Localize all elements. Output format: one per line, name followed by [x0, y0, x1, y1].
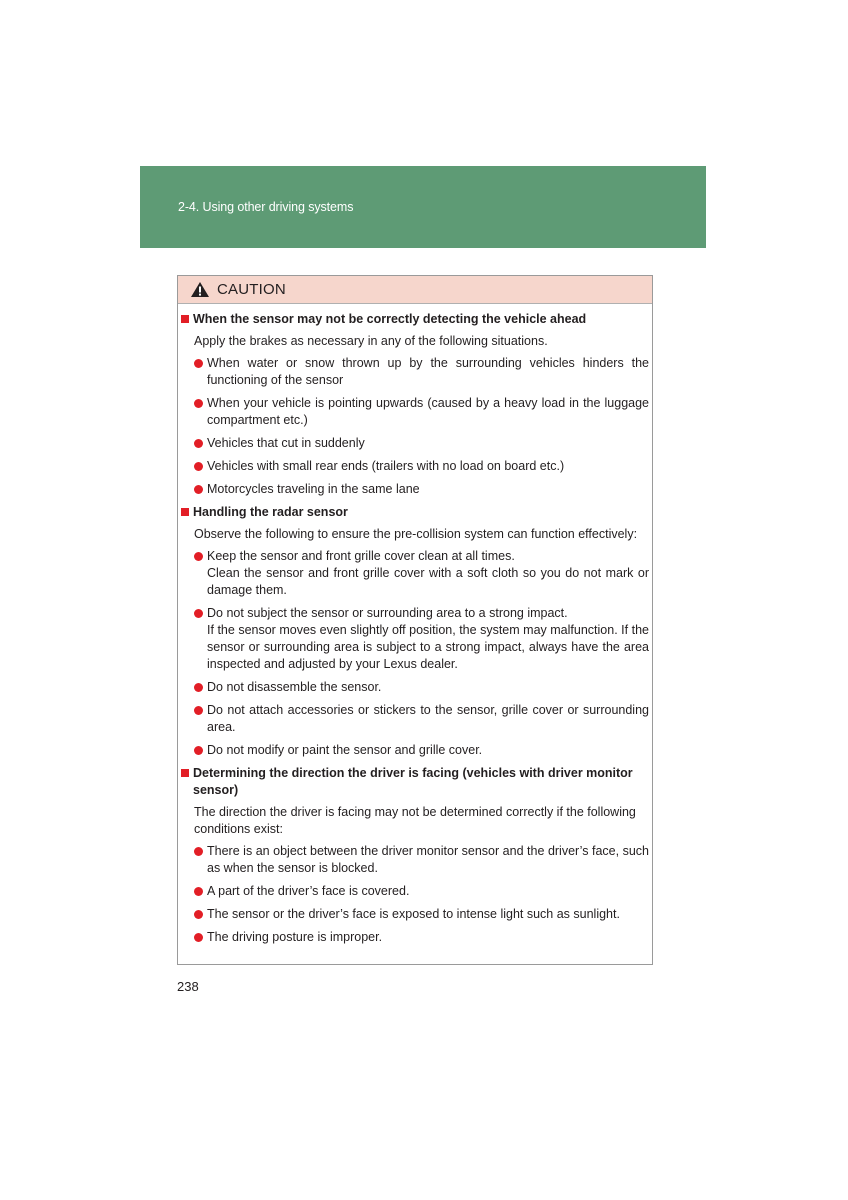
- bullet-item: [194, 458, 651, 475]
- chapter-header-band: [140, 166, 706, 248]
- bullet-item: [194, 742, 651, 759]
- bullet-item: [194, 702, 651, 736]
- section-title-text: Handling the radar sensor: [193, 505, 348, 519]
- bullet-item: [194, 481, 651, 498]
- section-title-text: Determining the direction the driver is facing (vehicles with driver monitor sensor): [193, 766, 633, 797]
- bullet-item: [194, 929, 651, 946]
- bullet-text: Vehicles that cut in suddenly: [207, 436, 365, 450]
- bullet-item: [194, 355, 651, 389]
- red-square-icon: [181, 508, 189, 516]
- bullet-text: Do not disassemble the sensor.: [207, 680, 382, 694]
- caution-content: [181, 311, 651, 952]
- bullet-item: [194, 906, 651, 923]
- bullet-item: [194, 435, 651, 452]
- bullet-item: [194, 843, 651, 877]
- red-square-icon: [181, 315, 189, 323]
- section-intro: Observe the following to ensure the pre-collision system can function effectively:: [194, 527, 638, 541]
- bullet-text: Keep the sensor and front grille cover clean at all times. Clean the sensor and front grille cover with a soft cloth so you do not mark or damage them.: [207, 549, 649, 597]
- section-intro: Apply the brakes as necessary in any of the following situations.: [194, 334, 548, 348]
- red-dot-bullet-icon: [194, 706, 203, 715]
- red-dot-bullet-icon: [194, 933, 203, 942]
- section-title-text: When the sensor may not be correctly detecting the vehicle ahead: [193, 312, 587, 326]
- warning-triangle-icon: [190, 281, 210, 298]
- caution-label: CAUTION: [217, 281, 286, 298]
- red-dot-bullet-icon: [194, 399, 203, 408]
- caution-box: [177, 275, 653, 965]
- bullet-text: The sensor or the driver’s face is exposed to intense light such as sunlight.: [207, 907, 620, 921]
- bullet-item: [194, 605, 651, 673]
- red-dot-bullet-icon: [194, 359, 203, 368]
- bullet-text: The driving posture is improper.: [207, 930, 383, 944]
- red-dot-bullet-icon: [194, 746, 203, 755]
- red-square-icon: [181, 769, 189, 777]
- bullet-text: Do not attach accessories or stickers to the sensor, grille cover or surrounding area.: [207, 703, 649, 734]
- red-dot-bullet-icon: [194, 683, 203, 692]
- section-title: [181, 765, 651, 799]
- section-title: [181, 311, 651, 328]
- red-dot-bullet-icon: [194, 462, 203, 471]
- section-title: [181, 504, 651, 521]
- red-dot-bullet-icon: [194, 910, 203, 919]
- bullet-item: [194, 548, 651, 599]
- bullet-text: Do not modify or paint the sensor and grille cover.: [207, 743, 483, 757]
- bullet-text: When your vehicle is pointing upwards (caused by a heavy load in the luggage compartment etc.): [207, 396, 649, 427]
- bullet-text: Vehicles with small rear ends (trailers with no load on board etc.): [207, 459, 565, 473]
- section-intro: The direction the driver is facing may not be determined correctly if the following conditions exist:: [194, 805, 636, 836]
- red-dot-bullet-icon: [194, 887, 203, 896]
- bullet-item: [194, 679, 651, 696]
- bullet-text: When water or snow thrown up by the surrounding vehicles hinders the functioning of the sensor: [207, 356, 649, 387]
- page-number: 238: [177, 979, 199, 994]
- bullet-text: Do not subject the sensor or surrounding area to a strong impact. If the sensor moves even slightly off position, the system may malfunction. If the sensor or surrounding area is subject to a strong impact, always have the area inspected and adjusted by your Lexus dealer.: [207, 606, 649, 671]
- chapter-title: 2-4. Using other driving systems: [178, 200, 354, 214]
- bullet-item: [194, 883, 651, 900]
- red-dot-bullet-icon: [194, 609, 203, 618]
- red-dot-bullet-icon: [194, 439, 203, 448]
- bullet-text: Motorcycles traveling in the same lane: [207, 482, 420, 496]
- bullet-text: A part of the driver’s face is covered.: [207, 884, 410, 898]
- red-dot-bullet-icon: [194, 847, 203, 856]
- bullet-text: There is an object between the driver monitor sensor and the driver’s face, such as when the sensor is blocked.: [207, 844, 649, 875]
- caution-header: [178, 276, 652, 304]
- bullet-item: [194, 395, 651, 429]
- red-dot-bullet-icon: [194, 485, 203, 494]
- red-dot-bullet-icon: [194, 552, 203, 561]
